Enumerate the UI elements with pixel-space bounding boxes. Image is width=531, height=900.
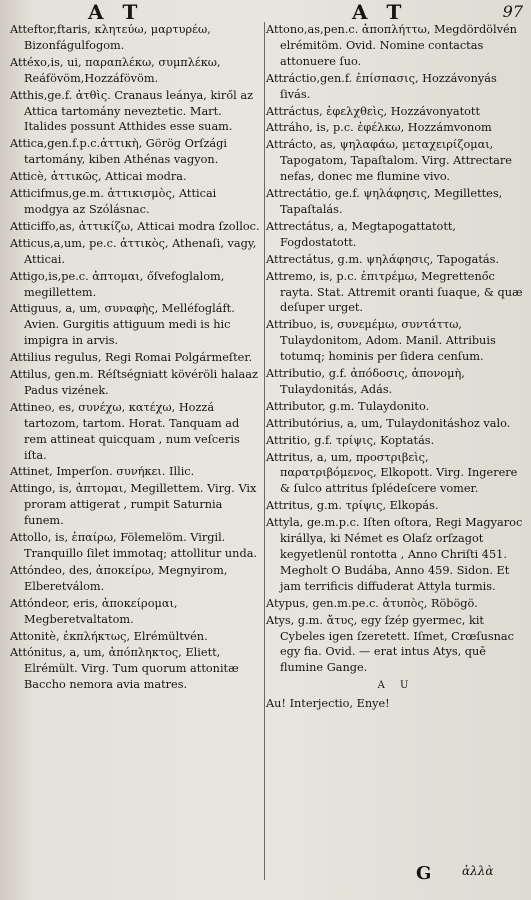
page-number: 97 bbox=[502, 2, 523, 21]
section-break: A U bbox=[377, 680, 415, 692]
dictionary-entry: Attineo, es, συνέχω, κατέχω, Hozzá tartozom, tartom. Horat. Tanquam ad rem attineat quicquam , num veſceris iſta. bbox=[10, 400, 240, 462]
dictionary-entry: Atteftor,ftaris, κλητεύω, μαρτυρέω, Bizonfágulfogom. bbox=[10, 23, 211, 52]
dictionary-entry: Atys, g.m. ἄτυς, egy ſzép gyermec, kit Cybeles igen ſzeretett. Iſmet, Crœſusnac egy fia. Ovid. — erat intus Atys, quē flumine Gange. bbox=[266, 613, 514, 675]
dictionary-entry: Attóndeo, des, ἀποκείρω, Megnyirom, Elberetválom. bbox=[10, 563, 228, 593]
dictionary-entry: Attilus, gen.m. Réſtségniatt kövéröli halaaz Padus vizének. bbox=[10, 368, 258, 397]
dictionary-entry: Attrectátus, a, Megtapogattatott, Fogdostatott. bbox=[266, 219, 457, 249]
dictionary-entry: Attrectátus, g.m. ψηλάφησις, Tapogatás. bbox=[266, 252, 500, 266]
dictionary-entry: Attributio, g.f. ἀπόδοσις, ἀπονομὴ, Tulaydonitás, Adás. bbox=[266, 367, 465, 396]
dictionary-entry: Attritio, g.f. τρίψις, Koptatás. bbox=[266, 433, 435, 447]
dictionary-entry: Attonitè, ἐκπλήκτως, Elrémültvén. bbox=[10, 629, 208, 643]
dictionary-entry: Atticus,a,um, pe.c. ἀττικὸς, Athenaſi, vagy, Atticai. bbox=[10, 236, 257, 266]
dictionary-entry: Attráctus, ἐφελχθεὶς, Hozzávonyatott bbox=[266, 104, 481, 118]
dictionary-entry: Attributor, g.m. Tulaydonito. bbox=[266, 399, 430, 413]
dictionary-entry: Attéxo,is, ui, παραπλέκω, συμπλέκω, Reáfövöm,Hozzáfövöm. bbox=[10, 55, 221, 85]
dictionary-entry: Atticifmus,ge.m. ἀττικισμὸς, Atticai modgya az Szólásnac. bbox=[10, 187, 217, 216]
dictionary-entry: Attritus, a, um, προστριβεὶς, παρατριβόμενος, Elkopott. Virg. Ingerere & ſulco attritus ſplédeſcere vomer. bbox=[266, 450, 518, 496]
dictionary-entry: Attiguus, a, um, συναφὴς, Melléfogláft. Avien. Gurgitis attiguum medi is hic impigra in arvis. bbox=[10, 302, 235, 348]
dictionary-entry: Attremo, is, p.c. ἐπιτρέμω, Megrettenőc rayta. Stat. Attremit oranti ſuaque, & quæ deſuper urget. bbox=[266, 269, 523, 315]
dictionary-entry: Atticiffo,as, ἀττικίζω, Atticai modra ſzolloc. bbox=[10, 219, 260, 233]
dictionary-entry: Au! Interjectio, Enye! bbox=[266, 697, 390, 711]
running-header-left: A T bbox=[88, 0, 144, 24]
dictionary-entry: Atthis,ge.f. ἀτθὶς. Cranaus leánya, kiről az Attica tartomány neveztetic. Mart. Italides possunt Atthides esse suam. bbox=[10, 88, 254, 134]
right-column bbox=[266, 22, 526, 900]
dictionary-entry: Attrectátio, ge.f. ψηλάφησις, Megillettes, Tapaſtalás. bbox=[266, 187, 503, 216]
dictionary-entry: Attóndeor, eris, ἀποκείρομαι, Megberetvaltatom. bbox=[10, 596, 178, 626]
dictionary-entry: Attribuo, is, συνεμέμω, συντάττω, Tulaydonitom, Adom. Manil. Attribuis totumq; hominis per ſidera cenſum. bbox=[266, 318, 496, 364]
running-header-right: A T bbox=[352, 0, 408, 24]
dictionary-entry: Attónitus, a, um, ἀπόπληκτος, Eliett, Elrémült. Virg. Tum quorum attonitæ Baccho nemora avia matres. bbox=[10, 646, 239, 692]
dictionary-entry: Attráho, is, p.c. ἐφέλκω, Hozzámvonom bbox=[266, 121, 492, 135]
dictionary-entry: Attigo,is,pe.c. ἀπτομαι, őſvefoglalom, megillettem. bbox=[10, 269, 225, 299]
dictionary-entry: Attingo, is, ἁπτομαι, Megillettem. Virg. Vix proram attigerat , rumpit Saturnia funem. bbox=[10, 482, 257, 528]
dictionary-entry: Attyla, ge.m.p.c. Iſten oſtora, Regi Magyaroc királlya, ki Német es Olaſz orſzagot kegyetlenül rontotta , Anno Chriſti 451. Megholt O Budába, Anno 459. Sidon. Et jam terrificis diffuderat Attyla turmis. bbox=[266, 516, 523, 593]
signature-mark: G bbox=[416, 863, 432, 884]
dictionary-entry: Attono,as,pen.c. ἀποπλήττω, Megdördölvén elrémitöm. Ovid. Nomine contactas attonuere ſuo. bbox=[266, 23, 517, 68]
dictionary-entry: Attica,gen.f.p.c.ἀττικὴ, Görög Orſzági tartomány, kiben Athénas vagyon. bbox=[10, 137, 227, 167]
dictionary-entry: Attributórius, a, um, Tulaydonitáshoz valo. bbox=[266, 416, 511, 430]
dictionary-entry: Attinet, Imperſon. συνήκει. Illic. bbox=[10, 465, 195, 479]
catchword: ἁλλὰ bbox=[462, 864, 494, 878]
dictionary-entry: Atypus, gen.m.pe.c. ἀτυπὸς, Röbögö. bbox=[266, 596, 478, 610]
dictionary-entry: Atticè, ἀττικῶς, Atticai modra. bbox=[10, 170, 187, 184]
dictionary-entry: Attráctio,gen.f. ἐπίσπασις, Hozzávonyás ſivás. bbox=[266, 71, 497, 101]
dictionary-entry: Attrácto, as, ψηλαφάω, μεταχειρίζομαι, Tapogatom, Tapaſtalom. Virg. Attrectare nefas, donec me flumine vivo. bbox=[266, 138, 512, 184]
dictionary-entry: Attollo, is, ἐπαίρω, Fölemelöm. Virgil. Tranquillo ſilet immotaq; attollitur unda. bbox=[10, 531, 258, 560]
dictionary-entry: Attritus, g.m. τρίψις, Elkopás. bbox=[266, 499, 439, 513]
dictionary-entry: Attilius regulus, Regi Romai Polgármeſter. bbox=[10, 351, 253, 365]
column-divider bbox=[264, 22, 265, 880]
left-column bbox=[10, 22, 264, 900]
